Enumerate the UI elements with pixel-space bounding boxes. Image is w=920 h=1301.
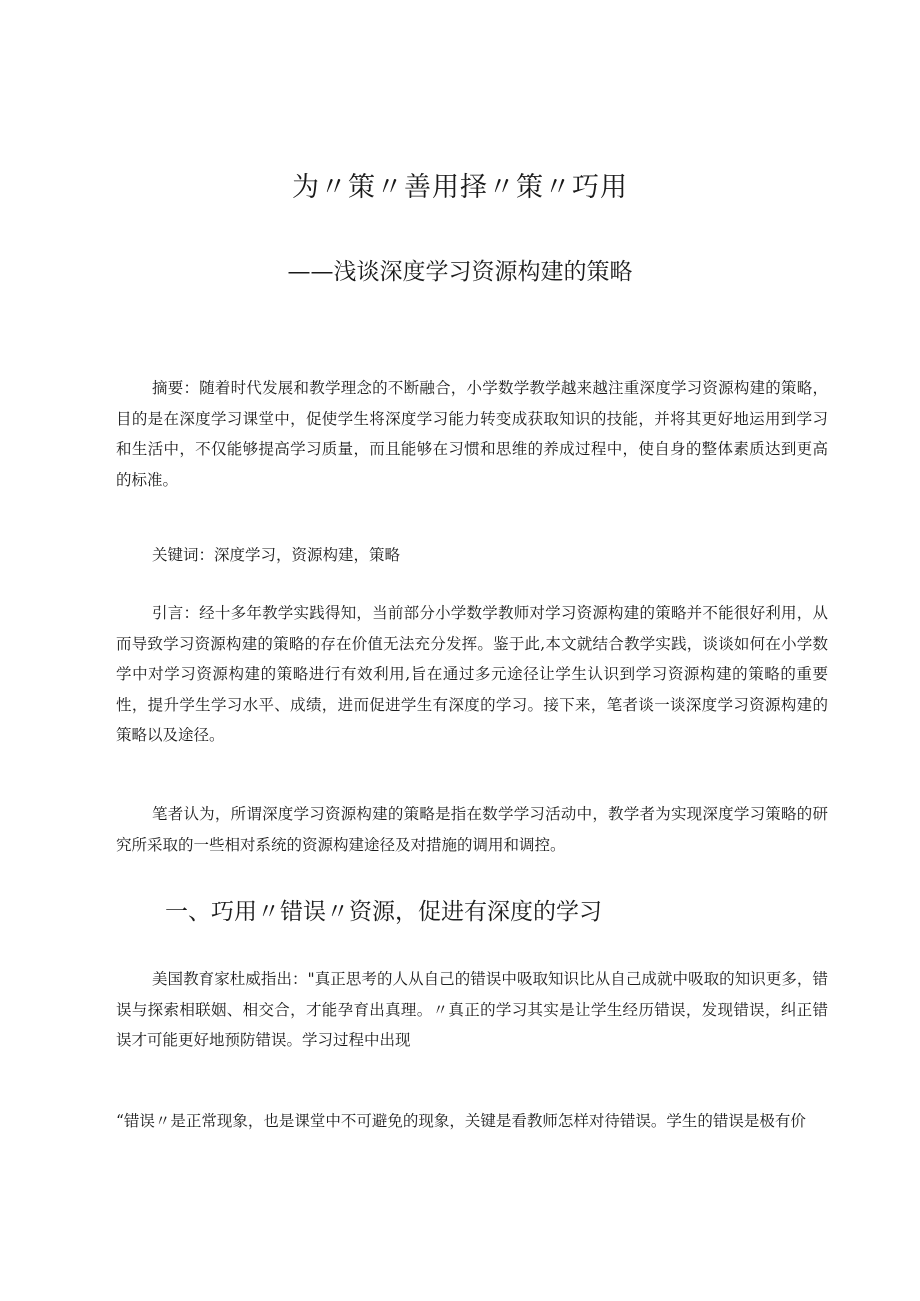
document-subtitle: ——浅谈深度学习资源构建的策略 [287, 259, 633, 285]
abstract-paragraph: 摘要：随着时代发展和教学理念的不断融合，小学数学教学越来越注重深度学习资源构建的策略，目的是在深度学习课堂中，促使学生将深度学习能力转变成获取知识的技能，并将其更好地运用到学习和生活中，不仅能够提高学习质量，而且能够在习惯和思维的养成过程中，使自身的整体素质达到更高的标准。 [116, 379, 828, 489]
section-paragraph-continued: “错误〃是正常现象，也是课堂中不可避免的现象，关键是看教师怎样对待错误。学生的错误是极有价 [116, 1112, 806, 1130]
viewpoint-paragraph: 笔者认为，所谓深度学习资源构建的策略是指在数学学习活动中，教学者为实现深度学习策略的研究所采取的一些相对系统的资源构建途径及对措施的调用和调控。 [116, 805, 828, 854]
keywords-paragraph: 关键词：深度学习，资源构建，策略 [152, 546, 401, 564]
introduction-paragraph: 引言：经十多年教学实践得知，当前部分小学数学教师对学习资源构建的策略并不能很好利用，从而导致学习资源构建的策略的存在价值无法充分发挥。鉴于此,本文就结合教学实践，谈谈如何在小学数学中对学习资源构建的策略进行有效利用,旨在通过多元途径让学生认识到学习资源构建的策略的重要性，提升学生学习水平、成绩，进而促进学生有深度的学习。接下来，笔者谈一谈深度学习资源构建的策略以及途径。 [116, 604, 828, 744]
document-title: 为〃策〃善用择〃策〃巧用 [292, 172, 628, 203]
section-heading: 一、巧用〃错误〃资源，促进有深度的学习 [165, 899, 602, 925]
section-paragraph: 美国教育家杜威指出："真正思考的人从自己的错误中吸取知识比从自己成就中吸取的知识更多，错误与探索相联姻、相交合，才能孕育出真理。〃真正的学习其实是让学生经历错误，发现错误，纠正错误才可能更好地预防错误。学习过程中出现 [116, 970, 828, 1049]
